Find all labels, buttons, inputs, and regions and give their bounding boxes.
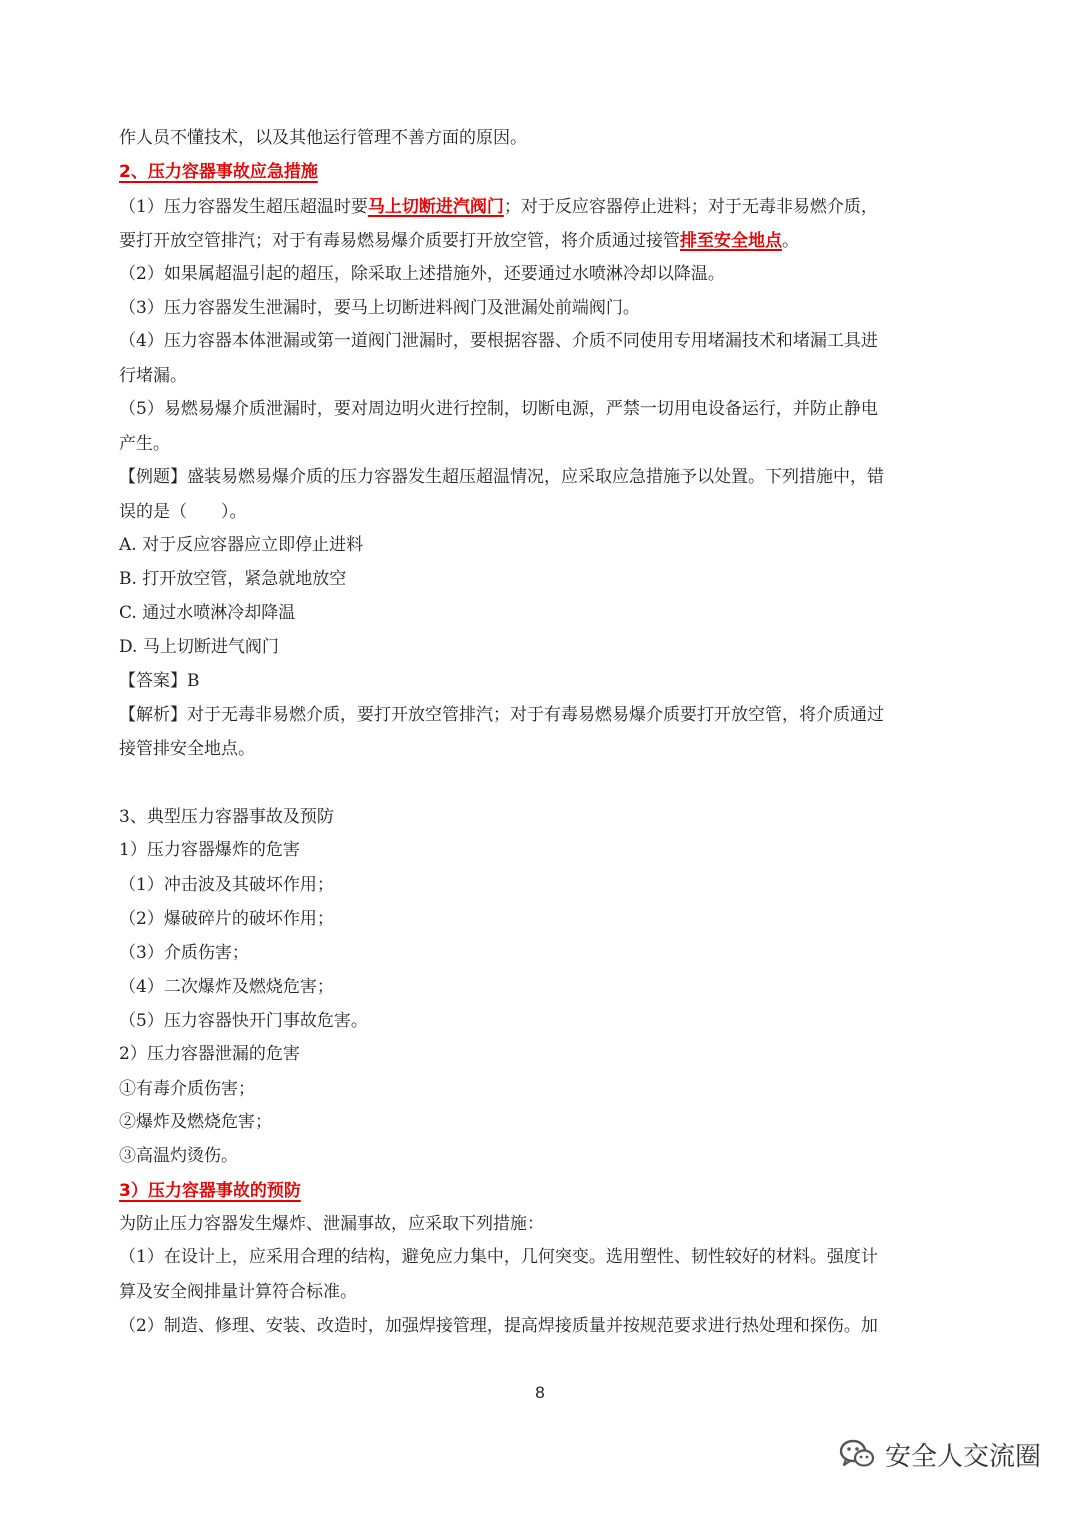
option-c: C. 通过水喷淋冷却降温 bbox=[119, 603, 296, 623]
text-span: 要打开放空管排汽；对于有毒易燃易爆介质要打开放空管，将介质通过接管 bbox=[119, 231, 680, 251]
page-number: 8 bbox=[535, 1383, 545, 1402]
paragraph-line: （2）如果属超温引起的超压，除采取上述措施外，还要通过水喷淋冷却以降温。 bbox=[119, 264, 725, 284]
paragraph-line: （4）压力容器本体泄漏或第一道阀门泄漏时，要根据容器、介质不同使用专用堵漏技术和堵漏工具进 bbox=[119, 331, 878, 351]
analysis: 接管排安全地点。 bbox=[119, 739, 255, 759]
example-question: 误的是（ ）。 bbox=[119, 502, 247, 522]
text-span: （1）压力容器发生超压超温时要 bbox=[119, 197, 368, 217]
analysis: 【解析】对于无毒非易燃介质，要打开放空管排汽；对于有毒易燃易爆介质要打开放空管，将介质通过 bbox=[119, 705, 884, 725]
paragraph-line: （5）易燃易爆介质泄漏时，要对周边明火进行控制，切断电源，严禁一切用电设备运行，并防止静电 bbox=[119, 399, 878, 419]
list-item: （1）冲击波及其破坏作用； bbox=[119, 875, 334, 895]
list-item: （5）压力容器快开门事故危害。 bbox=[119, 1011, 368, 1031]
text-span: 。 bbox=[782, 231, 799, 251]
highlighted-text: 排至安全地点 bbox=[680, 231, 782, 251]
answer: 【答案】B bbox=[119, 671, 200, 691]
paragraph-line: （3）压力容器发生泄漏时，要马上切断进料阀门及泄漏处前端阀门。 bbox=[119, 298, 640, 318]
list-item: （2）爆破碎片的破坏作用； bbox=[119, 909, 334, 929]
paragraph-line: 为防止压力容器发生爆炸、泄漏事故，应采取下列措施： bbox=[119, 1214, 544, 1234]
paragraph-line: （2）制造、修理、安装、改造时，加强焊接管理，提高焊接质量并按规范要求进行热处理和探伤。加 bbox=[119, 1316, 878, 1336]
paragraph-line: （1）在设计上，应采用合理的结构，避免应力集中，几何突变。选用塑性、韧性较好的材料。强度计 bbox=[119, 1247, 878, 1267]
paragraph-line bbox=[119, 229, 969, 253]
list-item: ③高温灼烫伤。 bbox=[119, 1146, 238, 1166]
paragraph-line: 作人员不懂技术，以及其他运行管理不善方面的原因。 bbox=[119, 128, 527, 148]
highlighted-text: 马上切断进汽阀门 bbox=[367, 197, 504, 217]
option-a: A. 对于反应容器应立即停止进料 bbox=[119, 535, 364, 555]
section-title: 3、典型压力容器事故及预防 bbox=[119, 807, 334, 827]
section-heading: 3）压力容器事故的预防 bbox=[119, 1181, 301, 1201]
subsection-title: 1）压力容器爆炸的危害 bbox=[119, 840, 300, 860]
list-item: ②爆炸及燃烧危害； bbox=[119, 1112, 272, 1132]
paragraph-line: 算及安全阀排量计算符合标准。 bbox=[119, 1282, 357, 1302]
list-item: （4）二次爆炸及燃烧危害； bbox=[119, 977, 334, 997]
wechat-icon bbox=[837, 1434, 877, 1474]
section-heading: 2、压力容器事故应急措施 bbox=[119, 162, 318, 182]
paragraph-line: 行堵漏。 bbox=[119, 366, 187, 386]
example-question: 【例题】盛装易燃易爆介质的压力容器发生超压超温情况，应采取应急措施予以处置。下列措施中，错 bbox=[119, 467, 884, 487]
subsection-title: 2）压力容器泄漏的危害 bbox=[119, 1044, 300, 1064]
watermark-text: 安全人交流圈 bbox=[885, 1441, 1042, 1472]
list-item: ①有毒介质伤害； bbox=[119, 1079, 255, 1099]
text-span: ；对于反应容器停止进料；对于无毒非易燃介质， bbox=[503, 197, 878, 217]
option-d: D. 马上切断进气阀门 bbox=[119, 637, 279, 657]
paragraph-line bbox=[119, 195, 969, 219]
watermark bbox=[837, 1432, 1041, 1476]
option-b: B. 打开放空管，紧急就地放空 bbox=[119, 569, 347, 589]
list-item: （3）介质伤害； bbox=[119, 943, 249, 963]
paragraph-line: 产生。 bbox=[119, 434, 170, 454]
